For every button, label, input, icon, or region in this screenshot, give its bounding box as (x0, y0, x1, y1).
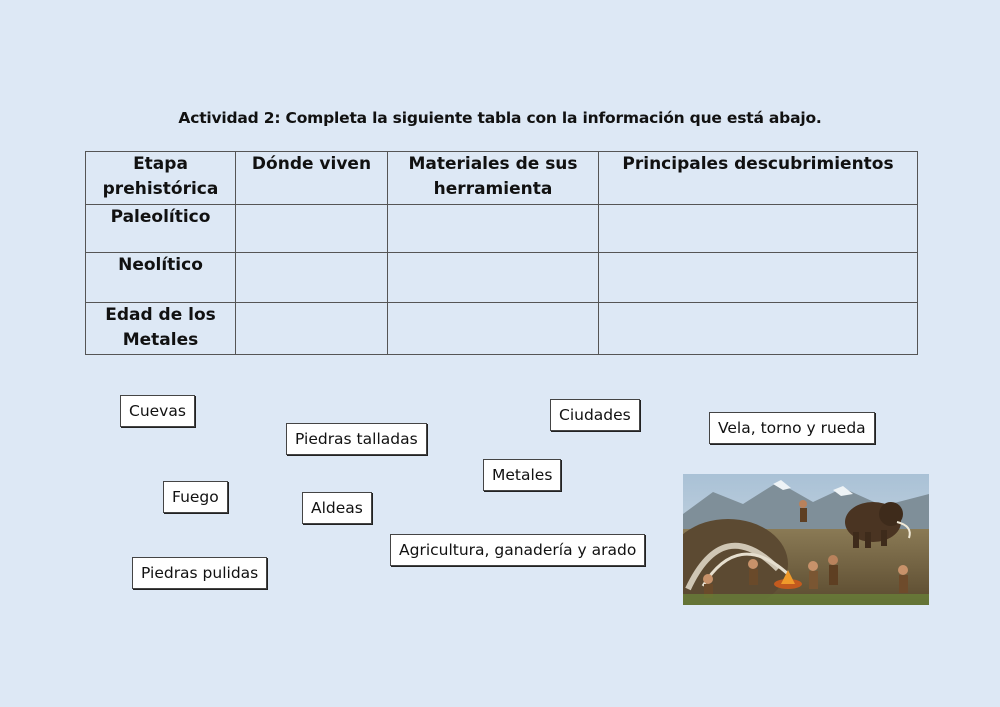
draggable-card-metales[interactable]: Metales (483, 459, 561, 491)
draggable-card-agricultura[interactable]: Agricultura, ganadería y arado (390, 534, 645, 566)
answer-cell[interactable] (236, 303, 388, 355)
answer-cell[interactable] (388, 303, 599, 355)
header-where-they-live: Dónde viven (236, 152, 388, 205)
draggable-card-fuego[interactable]: Fuego (163, 481, 228, 513)
table-row (86, 253, 918, 303)
draggable-card-piedras-talladas[interactable]: Piedras talladas (286, 423, 427, 455)
draggable-card-piedras-pulidas[interactable]: Piedras pulidas (132, 557, 267, 589)
table-row (86, 303, 918, 355)
answer-cell[interactable] (599, 253, 918, 303)
prehistoric-camp-image (683, 474, 929, 605)
draggable-card-cuevas[interactable]: Cuevas (120, 395, 195, 427)
header-main-discoveries: Principales descubrimientos (599, 152, 918, 205)
answer-table (85, 151, 918, 355)
draggable-card-ciudades[interactable]: Ciudades (550, 399, 640, 431)
table-header-row (86, 152, 918, 205)
draggable-card-aldeas[interactable]: Aldeas (302, 492, 372, 524)
activity-title: Actividad 2: Completa la siguiente tabla con la información que está abajo. (178, 109, 822, 127)
answer-cell[interactable] (236, 253, 388, 303)
header-tool-materials: Materiales de sus herramienta (388, 152, 599, 205)
row-stage-label: Paleolítico (86, 205, 236, 253)
row-stage-label: Neolítico (86, 253, 236, 303)
draggable-card-vela-torno-rueda[interactable]: Vela, torno y rueda (709, 412, 875, 444)
row-stage-label: Edad de los Metales (86, 303, 236, 355)
table-row (86, 205, 918, 253)
answer-cell[interactable] (388, 253, 599, 303)
answer-cell[interactable] (599, 205, 918, 253)
header-stage: Etapa prehistórica (86, 152, 236, 205)
answer-cell[interactable] (599, 303, 918, 355)
answer-cell[interactable] (388, 205, 599, 253)
answer-cell[interactable] (236, 205, 388, 253)
